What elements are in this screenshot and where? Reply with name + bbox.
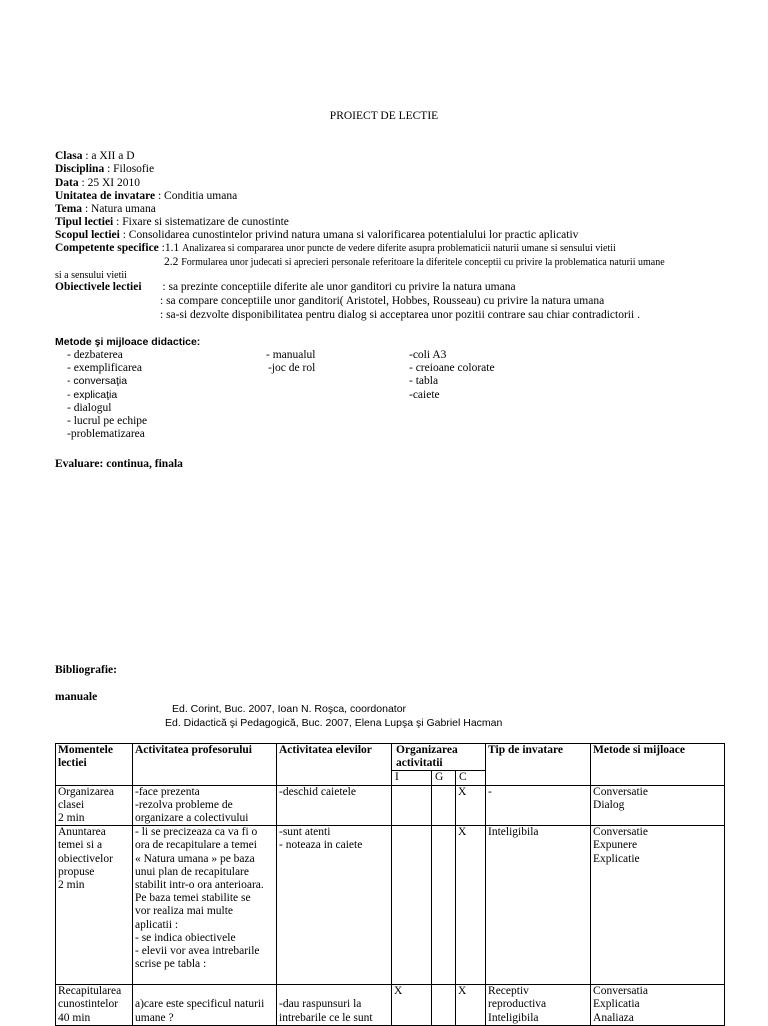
cell-tip-invatare: Inteligibila — [486, 826, 591, 985]
cell-tip-invatare: - — [486, 785, 591, 826]
cell-activitate-profesor: a)care este specificul naturii umane ? — [133, 985, 277, 1026]
obiectiv-3: : sa-si dezvolte disponibilitatea pentru dialog si acceptarea unor pozitii contrare sau chiar contradictorii . — [160, 309, 640, 321]
scopul-value: : Consolidarea cunostintelor privind natura umana si valorificarea potentialului lor practic aplicativ — [119, 229, 579, 241]
obiectiv-1: : sa prezinte conceptiile diferite ale unor ganditori cu privire la natura umana — [159, 281, 516, 293]
material-item: -caiete — [409, 388, 440, 401]
cell-metode: Conversatia Explicatia Analiaza — [591, 985, 725, 1026]
header-activitatea-elevilor: Activitatea elevilor — [277, 744, 392, 786]
clasa-value: : a XII a D — [82, 150, 135, 162]
cell-activitate-profesor: -face prezenta -rezolva probleme de organizare a colectivului — [133, 785, 277, 826]
tipul-label: Tipul lectiei — [55, 216, 114, 228]
metoda-item: - dialogul — [67, 401, 112, 414]
competente-wrap-line: si a sensului vietii — [55, 270, 127, 281]
cell-metode: Conversatie Dialog — [591, 785, 725, 826]
competente-line-2 — [164, 256, 665, 269]
cell-org-c: X — [456, 785, 486, 826]
competente-2-number: 2.2 — [164, 256, 182, 268]
manuale-label: manuale — [55, 691, 98, 703]
lesson-plan-table — [55, 743, 725, 1026]
metoda-item: -problematizarea — [67, 428, 145, 441]
header-org-i: I — [392, 771, 432, 785]
table-row — [56, 785, 725, 826]
cell-org-i: X — [392, 985, 432, 1026]
obiectiv-2: : sa compare conceptiile unor ganditori( Aristotel, Hobbes, Rousseau) cu privire la natura umana — [160, 295, 605, 307]
cell-activitate-elevi: -deschid caietele — [277, 785, 392, 826]
table-row — [56, 826, 725, 985]
cell-moment: Anuntarea temei si a obiectivelor propuse 2 min — [56, 826, 133, 985]
metode-list-col1 — [67, 349, 147, 441]
cell-org-c: X — [456, 826, 486, 985]
clasa-line — [55, 150, 135, 163]
header-tip-invatare: Tip de invatare — [486, 744, 591, 786]
bibliografie-ref-2: Ed. Didactică şi Pedagogică, Buc. 2007, Elena Lupşa şi Gabriel Hacman — [165, 717, 503, 729]
unitatea-label: Unitatea de invatare — [55, 190, 156, 202]
obiective-label: Obiectivele lectiei — [55, 281, 142, 293]
header-org-g: G — [432, 771, 456, 785]
cell-activitate-elevi: -dau raspunsuri la intrebarile ce le sunt — [277, 985, 392, 1026]
material-item: -coli A3 — [409, 349, 447, 361]
cell-org-i — [392, 785, 432, 826]
unitatea-line — [55, 190, 237, 203]
header-momentele: Momentele lectiei — [56, 744, 133, 786]
cell-moment: Recapitularea cunostintelor 40 min — [56, 985, 133, 1026]
data-value: : 25 XI 2010 — [78, 177, 140, 189]
metoda-item: - explicaţia — [67, 388, 118, 401]
metode-list-col3 — [409, 349, 495, 402]
cell-tip-invatare: Receptiv reproductiva Inteligibila — [486, 985, 591, 1026]
clasa-label: Clasa — [55, 150, 83, 162]
metode-list-col2 — [266, 349, 316, 375]
bibliografie-ref-1: Ed. Corint, Buc. 2007, Ioan N. Roşca, coordonator — [172, 703, 407, 715]
metoda-item: - exemplificarea — [67, 362, 143, 375]
cell-activitate-elevi: -sunt atenti - noteaza in caiete — [277, 826, 392, 985]
data-line — [55, 177, 140, 190]
cell-activitate-profesor: - li se precizeaza ca va fi o ora de recapitulare a temei « Natura umana » pe baza unui plan de recapitulare stabilit intr-o ora anterioara. Pe baza temei stabilite se vor realiza mai multe aplicatii : - se indica obiectivele - elevii vor avea intrebarile scrise pe tabla : — [133, 826, 277, 985]
tipul-line — [55, 216, 289, 229]
competente-1-text: Analizarea si compararea unor puncte de vedere diferite asupra problematicii naturii umane si sensului vietii — [182, 243, 616, 254]
header-activitatea-profesorului: Activitatea profesorului — [133, 744, 277, 786]
cell-org-i — [392, 826, 432, 985]
table-row — [56, 985, 725, 1026]
data-label: Data — [55, 177, 79, 189]
header-org-c: C — [456, 771, 486, 785]
metode-heading: Metode şi mijloace didactice: — [55, 336, 201, 348]
metoda-item: - conversaţia — [67, 375, 128, 388]
tipul-value: : Fixare si sistematizare de cunostinte — [113, 216, 289, 228]
cell-org-g — [432, 826, 456, 985]
tema-label: Tema — [55, 203, 83, 215]
scopul-line — [55, 229, 578, 242]
table-header-row — [56, 744, 725, 771]
obiective-line-1 — [55, 281, 516, 294]
material-item: - tabla — [409, 375, 439, 388]
header-metode-mijloace: Metode si mijloace — [591, 744, 725, 786]
bibliografie-heading: Bibliografie: — [55, 664, 117, 676]
competente-label: Competente specifice — [55, 242, 159, 254]
competente-line-1 — [55, 242, 616, 255]
tema-value: : Natura umana — [82, 203, 156, 215]
header-organizarea: Organizarea activitatii — [392, 744, 486, 771]
cell-org-g — [432, 785, 456, 826]
disciplina-label: Disciplina — [55, 163, 105, 175]
cell-org-g — [432, 985, 456, 1026]
tema-line — [55, 203, 156, 216]
cell-metode: Conversatie Expunere Explicatie — [591, 826, 725, 985]
unitatea-value: : Conditia umana — [155, 190, 238, 202]
evaluare-line: Evaluare: continua, finala — [55, 458, 183, 470]
metoda-item: - dezbaterea — [67, 349, 123, 361]
disciplina-value: : Filosofie — [104, 163, 155, 175]
mijloc-item: - manualul — [266, 349, 316, 361]
competente-2-text: Formularea unor judecati si aprecieri personale referitoare la diferitele conceptii cu privire la problematica naturii umane — [181, 257, 665, 268]
material-item: - creioane colorate — [409, 362, 495, 375]
disciplina-line — [55, 163, 154, 176]
document-title: PROIECT DE LECTIE — [329, 110, 439, 122]
scopul-label: Scopul lectiei — [55, 229, 120, 241]
metoda-item: - lucrul pe echipe — [67, 415, 148, 428]
competente-1-number: :1.1 — [158, 242, 183, 254]
mijloc-item: -joc de rol — [268, 362, 316, 375]
cell-org-c: X — [456, 985, 486, 1026]
cell-moment: Organizarea clasei 2 min — [56, 785, 133, 826]
